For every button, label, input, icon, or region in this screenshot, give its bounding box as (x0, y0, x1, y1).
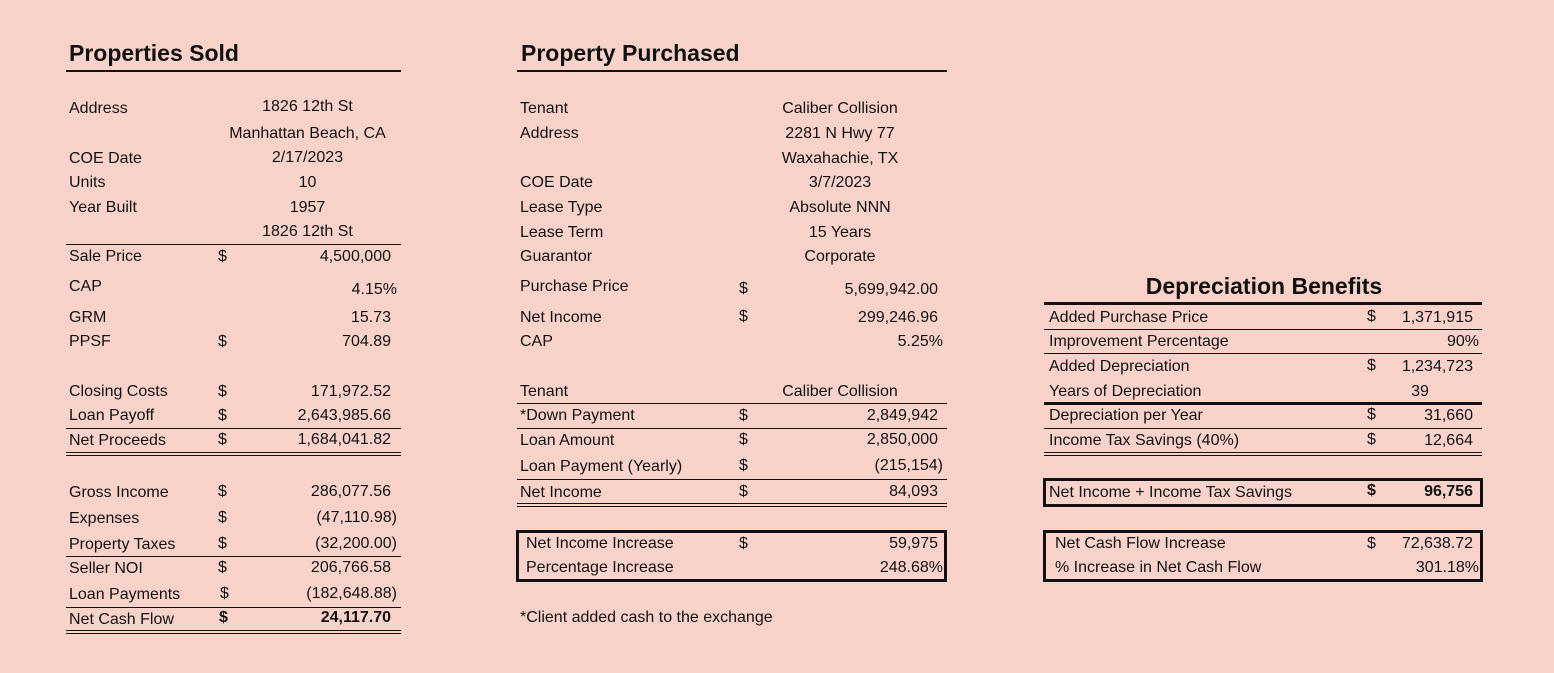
double-underline (66, 633, 401, 634)
currency-symbol: $ (218, 559, 227, 576)
currency-symbol: $ (218, 248, 227, 265)
sold-address-label: Address (69, 100, 128, 117)
purchased-title-underline (517, 70, 947, 72)
double-underline (1044, 455, 1482, 456)
sold-gross-label: Gross Income (69, 484, 169, 501)
sold-cap-label: CAP (69, 278, 102, 295)
sold-expenses-label: Expenses (69, 510, 140, 527)
sold-noi-label: Seller NOI (69, 560, 143, 577)
sold-coe-label: COE Date (69, 150, 142, 167)
dep-ni-tax: 96,756 (1424, 483, 1473, 500)
sold-ppsf-label: PPSF (69, 333, 111, 350)
purchased-price-label: Purchase Price (520, 278, 629, 295)
purchased-cap: 5.25% (897, 333, 943, 350)
purchased-net-income-label: Net Income (520, 309, 602, 326)
purchased-address-label: Address (520, 125, 579, 142)
currency-symbol: $ (739, 407, 748, 424)
divider (1044, 329, 1482, 330)
sold-address2: Manhattan Beach, CA (229, 125, 386, 142)
divider (517, 479, 947, 480)
sold-payoff: 2,643,985.66 (297, 407, 391, 424)
purchased-lease-term: 15 Years (808, 224, 872, 241)
purchased-note: *Client added cash to the exchange (520, 609, 773, 626)
sold-loanpay-label: Loan Payments (69, 586, 181, 603)
dep-added-dep-label: Added Depreciation (1049, 358, 1190, 375)
currency-symbol: $ (218, 509, 227, 526)
purchased-coe: 3/7/2023 (808, 174, 872, 191)
sold-closing: 171,972.52 (310, 383, 391, 400)
double-underline (517, 506, 947, 507)
dep-added-price: 1,371,915 (1401, 309, 1473, 326)
dep-tax-label: Income Tax Savings (40%) (1049, 432, 1240, 449)
purchased-price: 5,699,942.00 (844, 281, 938, 298)
sold-title-underline (66, 70, 401, 72)
dep-pct-ncf: 301.18% (1415, 559, 1479, 576)
currency-symbol: $ (218, 535, 227, 552)
purchased-tenant-label: Tenant (520, 100, 569, 117)
purchased-pct-label: Percentage Increase (526, 559, 674, 576)
sold-ncf: 24,117.70 (320, 609, 391, 626)
sold-title: Properties Sold (69, 40, 239, 66)
sold-ncf-label: Net Cash Flow (69, 611, 174, 628)
sold-units-label: Units (69, 174, 106, 191)
purchased-loanpay-label: Loan Payment (Yearly) (520, 458, 683, 475)
sold-sale-label: Sale Price (69, 248, 142, 265)
currency-symbol: $ (739, 431, 748, 448)
purchased-increase-label: Net Income Increase (526, 535, 674, 552)
purchased-increase: 59,975 (889, 535, 938, 552)
purchased-address2: Waxahachie, TX (781, 150, 899, 167)
currency-symbol: $ (1367, 535, 1376, 552)
sold-ppsf: 704.89 (342, 333, 391, 350)
sold-taxes-label: Property Taxes (69, 536, 176, 553)
double-underline (66, 455, 401, 456)
divider (66, 428, 401, 429)
sold-expenses: (47,110.98) (316, 509, 397, 526)
double-underline (1044, 452, 1482, 453)
dep-added-dep: 1,234,723 (1401, 358, 1473, 375)
purchased-loan: 2,850,000 (866, 431, 938, 448)
divider (1044, 402, 1482, 405)
currency-symbol: $ (1367, 431, 1376, 448)
divider (66, 556, 401, 557)
currency-symbol: $ (218, 431, 227, 448)
dep-ni-tax-label: Net Income + Income Tax Savings (1049, 484, 1292, 501)
currency-symbol: $ (1367, 482, 1376, 499)
purchased-tenant2-label: Tenant (520, 383, 569, 400)
sold-gross: 286,077.56 (310, 483, 391, 500)
dep-years-label: Years of Depreciation (1049, 383, 1202, 400)
sold-coe: 2/17/2023 (271, 149, 344, 166)
sold-year: 1957 (289, 199, 326, 216)
purchased-lease-type: Absolute NNN (789, 199, 891, 216)
purchased-title: Property Purchased (521, 40, 740, 66)
depreciation-title: Depreciation Benefits (1145, 273, 1383, 299)
purchased-down-label: *Down Payment (520, 407, 635, 424)
sold-closing-label: Closing Costs (69, 383, 168, 400)
currency-symbol: $ (219, 609, 228, 626)
sold-taxes: (32,200.00) (315, 535, 397, 552)
divider (517, 428, 947, 429)
purchased-cap-label: CAP (520, 333, 553, 350)
currency-symbol: $ (218, 407, 227, 424)
divider (66, 607, 401, 608)
dep-years: 39 (1411, 383, 1429, 400)
purchased-lease-type-label: Lease Type (520, 199, 603, 216)
depreciation-title-underline (1044, 302, 1482, 305)
purchased-tenant2: Caliber Collision (782, 383, 898, 400)
purchased-lease-term-label: Lease Term (520, 224, 604, 241)
dep-added-price-label: Added Purchase Price (1049, 309, 1209, 326)
sold-proceeds: 1,684,041.82 (297, 431, 391, 448)
sold-grm: 15.73 (350, 309, 391, 326)
purchased-ni2-label: Net Income (520, 484, 602, 501)
purchased-guarantor: Corporate (804, 248, 876, 265)
divider (66, 244, 401, 245)
purchased-net-income: 299,246.96 (857, 309, 938, 326)
purchased-coe-label: COE Date (520, 174, 593, 191)
sold-sale: 4,500,000 (319, 248, 391, 265)
purchased-pct: 248.68% (879, 559, 943, 576)
divider (1044, 428, 1482, 429)
dep-tax: 12,664 (1424, 432, 1473, 449)
divider (1044, 353, 1482, 354)
currency-symbol: $ (218, 383, 227, 400)
purchased-down: 2,849,942 (866, 407, 938, 424)
sold-extra: 1826 12th St (262, 223, 353, 240)
dep-improve: 90% (1446, 333, 1479, 350)
double-underline (66, 452, 401, 453)
purchased-ni2: 84,093 (889, 483, 938, 500)
purchased-loanpay: (215,154) (874, 457, 943, 474)
currency-symbol: $ (739, 280, 748, 297)
purchased-guarantor-label: Guarantor (520, 248, 593, 265)
sold-loanpay: (182,648.88) (306, 585, 397, 602)
sold-cap: 4.15% (351, 281, 397, 298)
dep-pct-ncf-label: % Increase in Net Cash Flow (1055, 559, 1262, 576)
sold-units: 10 (298, 174, 317, 191)
sold-payoff-label: Loan Payoff (69, 407, 155, 424)
dep-ncf-inc: 72,638.72 (1401, 535, 1473, 552)
currency-symbol: $ (218, 483, 227, 500)
sold-grm-label: GRM (69, 309, 107, 326)
currency-symbol: $ (1367, 308, 1376, 325)
currency-symbol: $ (1367, 357, 1376, 374)
currency-symbol: $ (1367, 406, 1376, 423)
purchased-tenant: Caliber Collision (782, 100, 898, 117)
sold-noi: 206,766.58 (310, 559, 391, 576)
currency-symbol: $ (218, 333, 227, 350)
sold-proceeds-label: Net Proceeds (69, 432, 166, 449)
purchased-address1: 2281 N Hwy 77 (785, 125, 895, 142)
dep-per-year: 31,660 (1424, 407, 1473, 424)
currency-symbol: $ (739, 457, 748, 474)
currency-symbol: $ (220, 585, 229, 602)
purchased-loan-label: Loan Amount (520, 432, 615, 449)
sold-address1: 1826 12th St (262, 98, 353, 115)
divider (517, 403, 947, 404)
currency-symbol: $ (739, 483, 748, 500)
dep-improve-label: Improvement Percentage (1049, 333, 1229, 350)
currency-symbol: $ (739, 535, 748, 552)
sold-year-label: Year Built (69, 199, 137, 216)
double-underline (66, 630, 401, 631)
double-underline (517, 503, 947, 504)
dep-per-year-label: Depreciation per Year (1049, 407, 1203, 424)
currency-symbol: $ (739, 308, 748, 325)
dep-ncf-inc-label: Net Cash Flow Increase (1055, 535, 1226, 552)
